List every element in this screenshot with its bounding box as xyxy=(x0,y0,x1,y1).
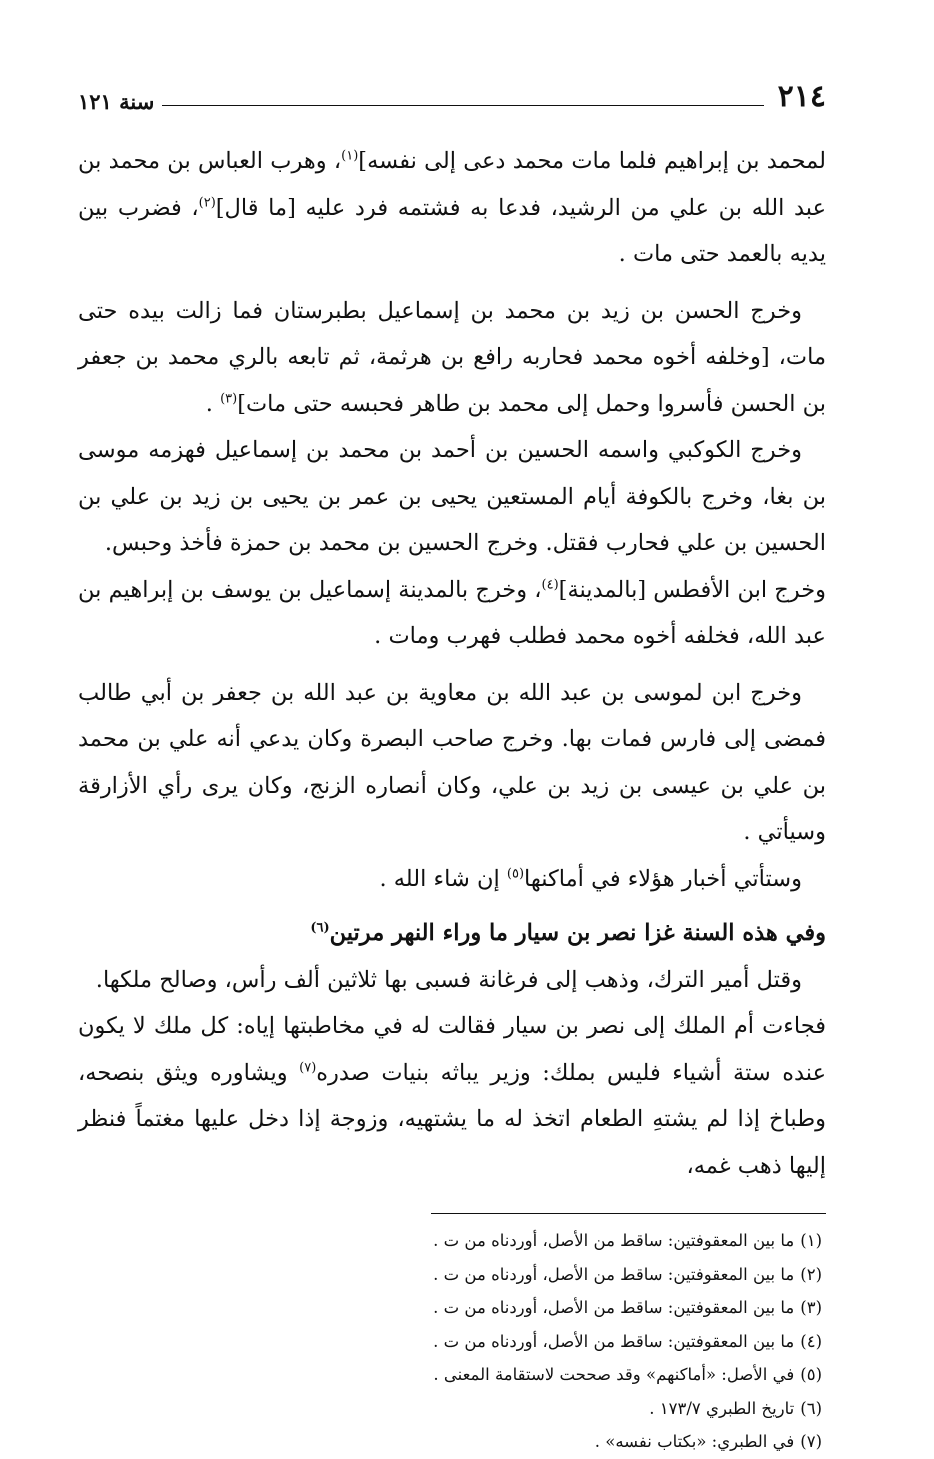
footnote-ref: (١) xyxy=(341,148,359,164)
footnote-ref: (٤) xyxy=(541,577,559,592)
footnote-ref: (٢) xyxy=(198,195,216,210)
paragraph-3: وخرج الكوكبي واسمه الحسين بن أحمد بن محمد بن إسماعيل فهزمه موسى بن بغا، وخرج بالكوفة أيام المستعين يحيى بن عمر بن يحيى بن زيد بن علي بن الحسين بن علي فحارب فقتل. وخرج الحسين بن محمد بن حمزة فأخذ وحبس. xyxy=(78,437,826,556)
section-heading: وفي هذه السنة غزا نصر بن سيار ما وراء النهر مرتين$^{(٦)}$ xyxy=(310,920,826,946)
paragraph-6: وستأتي أخبار هؤلاء في أماكنها$^{(٥)}$ إن شاء الله . xyxy=(379,865,802,892)
footnote: (٥)في الأصل: «أماكنهم» وقد صححت لاستقامة المعنى . xyxy=(433,1365,822,1384)
footnotes xyxy=(78,1224,826,1459)
footnote: (٣)ما بين المعقوفتين: ساقط من الأصل، أوردناه من ت . xyxy=(433,1298,822,1317)
footnote: (٧)في الطبري: «بكتاب نفسه» . xyxy=(594,1432,822,1451)
footnote-rule xyxy=(431,1213,826,1214)
footnote: (٢)ما بين المعقوفتين: ساقط من الأصل، أوردناه من ت . xyxy=(433,1264,822,1284)
page-number: ٢١٤ xyxy=(777,79,826,114)
footnote-ref: (٣) xyxy=(220,391,238,406)
header-rule xyxy=(162,105,763,106)
paragraph-7: وقتل أمير الترك، وذهب إلى فرغانة فسبى بها ثلاثين ألف رأس، وصالح ملكها. xyxy=(95,966,802,993)
footnote-ref: (٥) xyxy=(506,866,525,881)
body-text xyxy=(78,138,826,1189)
footnote-ref: (٦) xyxy=(310,920,330,936)
paragraph-5: وخرج ابن لموسى بن عبد الله بن معاوية بن عبد الله بن جعفر بن أبي طالب فمضى إلى فارس فمات بها. وخرج صاحب البصرة وكان يدعي أنه علي بن محمد بن علي بن عيسى بن زيد بن علي، وكان أنصاره الزنج، وكان يرى رأي الأزارقة وسيأتي . xyxy=(78,679,826,845)
paragraph-2: وخرج الحسن بن زيد بن محمد بن إسماعيل بطبرستان فما زالت بيده حتى مات، [وخلفه أخوه محمد فحاربه رافع بن هرثمة، ثم تابعه بالري محمد بن جعفر بن الحسن فأسروا وحمل إلى محمد بن طاهر فحبسه حتى مات]$^{(٣)}$ . xyxy=(78,297,826,417)
paragraph-8: فجاءت أم الملك إلى نصر بن سيار فقالت له في مخاطبتها إياه: كل ملك لا يكون عنده ستة أشياء فليس بملك: وزير يباثه بنيات صدره$^{(٧)}$ ويشاوره ويثق بنصحه، وطباخ إذا لم يشتهِ الطعام اتخذ له ما يشتهيه، وزوجة إذا دخل عليها مغتماً فنظر إليها ذهب غمه، xyxy=(78,1013,827,1179)
footnote: (٤)ما بين المعقوفتين: ساقط من الأصل، أوردناه من ت . xyxy=(433,1331,822,1351)
footnote: (١)ما بين المعقوفتين: ساقط من الأصل، أوردناه من ت . xyxy=(433,1231,822,1250)
running-title: سنة ١٢١ xyxy=(78,89,155,114)
footnote-ref: (٧) xyxy=(299,1060,317,1075)
page-header xyxy=(78,78,826,112)
paragraph-1: لمحمد بن إبراهيم فلما مات محمد دعى إلى نفسه]$^{(١)}$، وهرب العباس بن محمد بن عبد الله بن علي من الرشيد، فدعا به فشتمه فرد عليه [ما قال]$^{(٢)}$، فضرب بين يديه بالعمد حتى مات . xyxy=(78,148,827,267)
paragraph-4: وخرج ابن الأفطس [بالمدينة]$^{(٤)}$، وخرج بالمدينة إسماعيل بن يوسف بن إبراهيم بن عبد الله، فخلفه أخوه محمد فطلب فهرب ومات . xyxy=(78,576,826,649)
footnote: (٦)تاريخ الطبري ١٧٣/٧ . xyxy=(649,1398,822,1418)
